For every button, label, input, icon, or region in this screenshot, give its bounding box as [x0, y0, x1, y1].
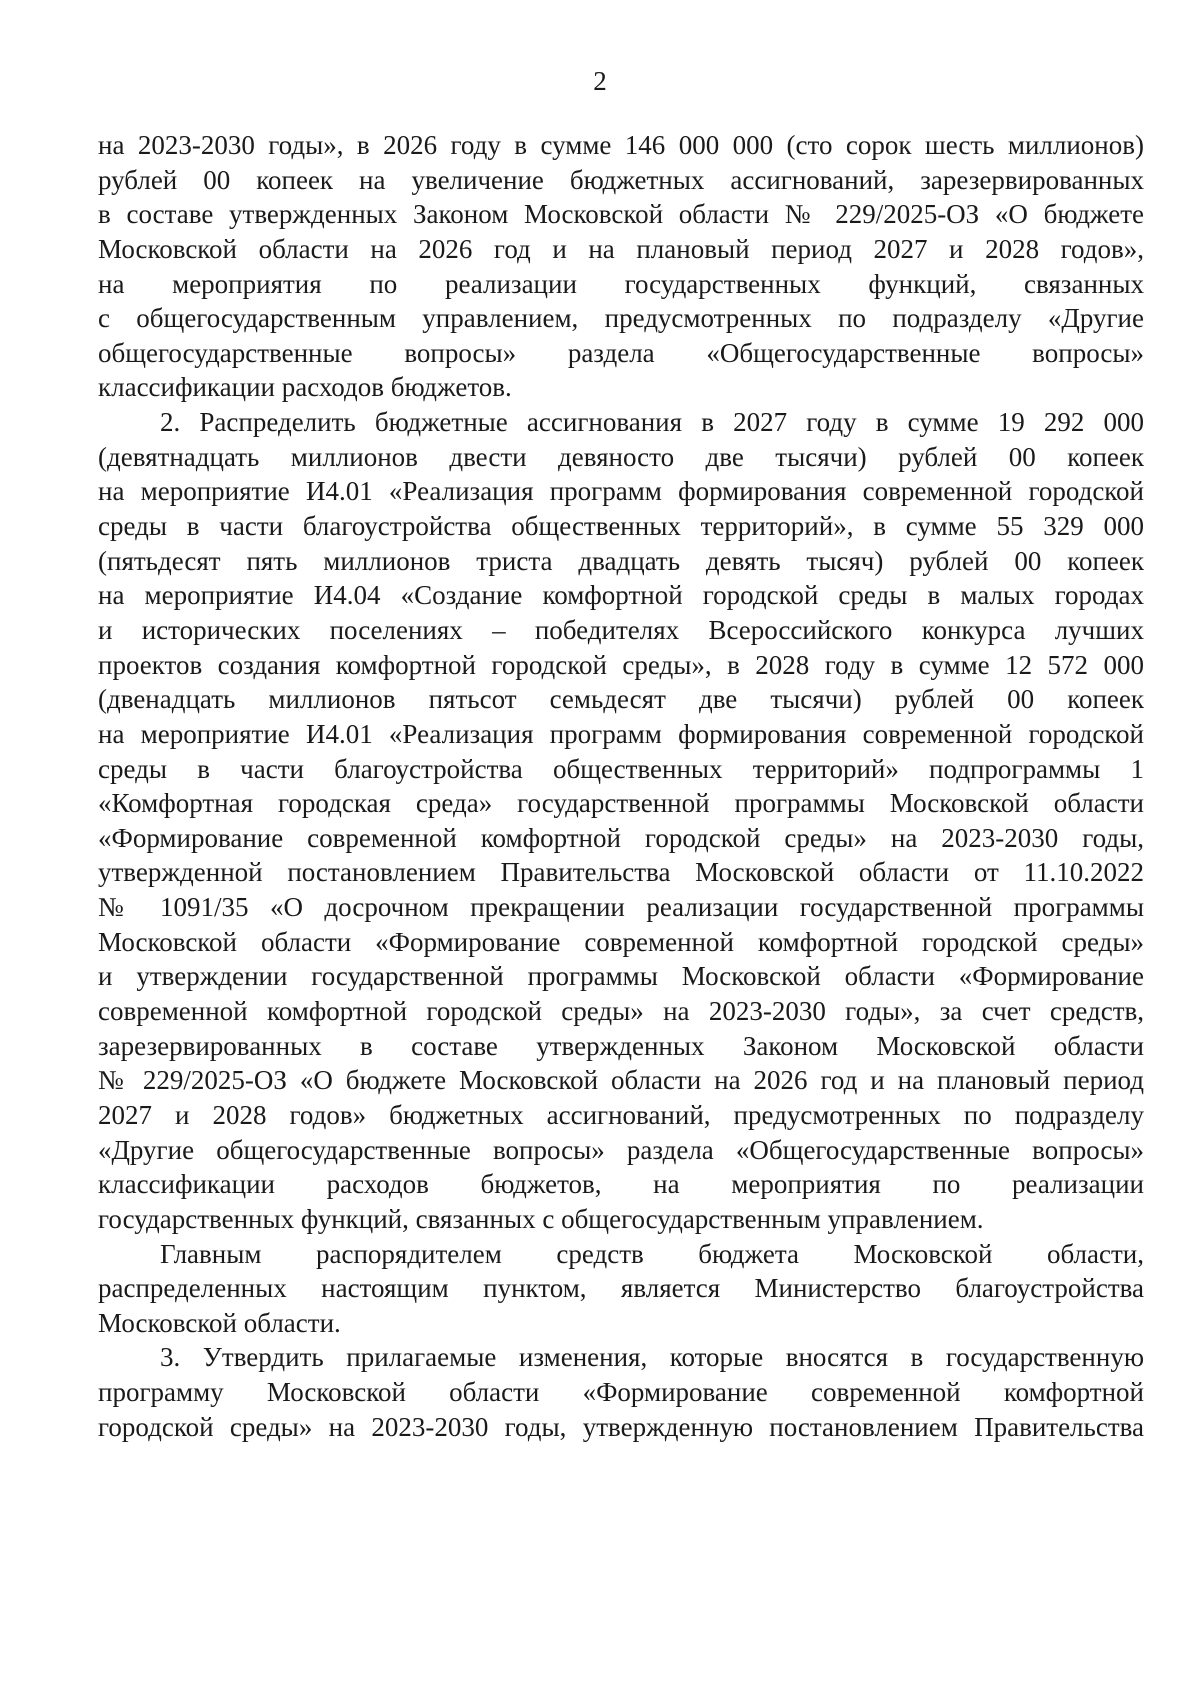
text-line: проектов создания комфортной городской среды», в 2028 году в сумме 12 572 000 [98, 649, 1144, 680]
text-line: среды в части благоустройства общественных территорий», в сумме 55 329 000 [98, 511, 1144, 542]
document-body [98, 128, 1144, 1444]
text-line: (девятнадцать миллионов двести девяносто две тысячи) рублей 00 копеек [98, 441, 1144, 472]
text-line: «Комфортная городская среда» государственной программы Московской области [98, 788, 1144, 819]
text-line: на мероприятие И4.01 «Реализация программ формирования современной городской [98, 718, 1144, 749]
text-line: № 1091/35 «О досрочном прекращении реализации государственной программы [98, 892, 1144, 923]
text-line: (двенадцать миллионов пятьсот семьдесят две тысячи) рублей 00 копеек [98, 684, 1144, 715]
text-line: утвержденной постановлением Правительства Московской области от 11.10.2022 [98, 857, 1144, 888]
text-line: современной комфортной городской среды» на 2023-2030 годы», за счет средств, [98, 996, 1144, 1027]
page-number: 2 [593, 66, 607, 96]
text-line: городской среды» на 2023-2030 годы, утвержденную постановлением Правительства [98, 1411, 1144, 1442]
text-line: 3. Утвердить прилагаемые изменения, которые вносятся в государственную [160, 1342, 1144, 1373]
text-line: общегосударственные вопросы» раздела «Общегосударственные вопросы» [98, 337, 1144, 368]
text-line: программу Московской области «Формирование современной комфортной [98, 1377, 1144, 1408]
text-line: государственных функций, связанных с общегосударственным управлением. [98, 1203, 984, 1234]
text-line: Московской области на 2026 год и на плановый период 2027 и 2028 годов», [98, 233, 1144, 264]
text-line: (пятьдесят пять миллионов триста двадцать девять тысяч) рублей 00 копеек [98, 545, 1144, 576]
text-line: Московской области «Формирование современной комфортной городской среды» [98, 926, 1144, 957]
text-line: рублей 00 копеек на увеличение бюджетных ассигнований, зарезервированных [98, 164, 1144, 195]
text-line: «Формирование современной комфортной городской среды» на 2023-2030 годы, [98, 822, 1144, 853]
text-line: Московской области. [98, 1307, 341, 1338]
text-line: 2. Распределить бюджетные ассигнования в 2027 году в сумме 19 292 000 [160, 407, 1144, 438]
text-line: среды в части благоустройства общественных территорий» подпрограммы 1 [98, 753, 1144, 784]
text-line: № 229/2025-ОЗ «О бюджете Московской области на 2026 год и на плановый период [98, 1065, 1144, 1096]
text-line: и исторических поселениях – победителях Всероссийского конкурса лучших [98, 614, 1144, 645]
text-line: на мероприятие И4.04 «Создание комфортной городской среды в малых городах [98, 580, 1144, 611]
text-line: классификации расходов бюджетов. [98, 372, 512, 403]
text-line: и утверждении государственной программы Московской области «Формирование [98, 961, 1144, 992]
text-line: классификации расходов бюджетов, на мероприятия по реализации [98, 1169, 1144, 1200]
text-line: распределенных настоящим пунктом, является Министерство благоустройства [98, 1273, 1144, 1304]
text-line: 2027 и 2028 годов» бюджетных ассигнований, предусмотренных по подразделу [98, 1099, 1144, 1130]
text-line: «Другие общегосударственные вопросы» раздела «Общегосударственные вопросы» [98, 1134, 1144, 1165]
text-line: на 2023-2030 годы», в 2026 году в сумме 146 000 000 (сто сорок шесть миллионов) [98, 130, 1144, 160]
text-line: зарезервированных в составе утвержденных Законом Московской области [98, 1030, 1144, 1061]
text-line: на мероприятия по реализации государственных функций, связанных [98, 268, 1144, 299]
text-line: Главным распорядителем средств бюджета Московской области, [160, 1238, 1144, 1269]
text-line: на мероприятие И4.01 «Реализация программ формирования современной городской [98, 476, 1144, 507]
text-line: с общегосударственным управлением, предусмотренных по подразделу «Другие [98, 303, 1144, 334]
text-line: в составе утвержденных Законом Московской области № 229/2025-ОЗ «О бюджете [98, 199, 1144, 230]
